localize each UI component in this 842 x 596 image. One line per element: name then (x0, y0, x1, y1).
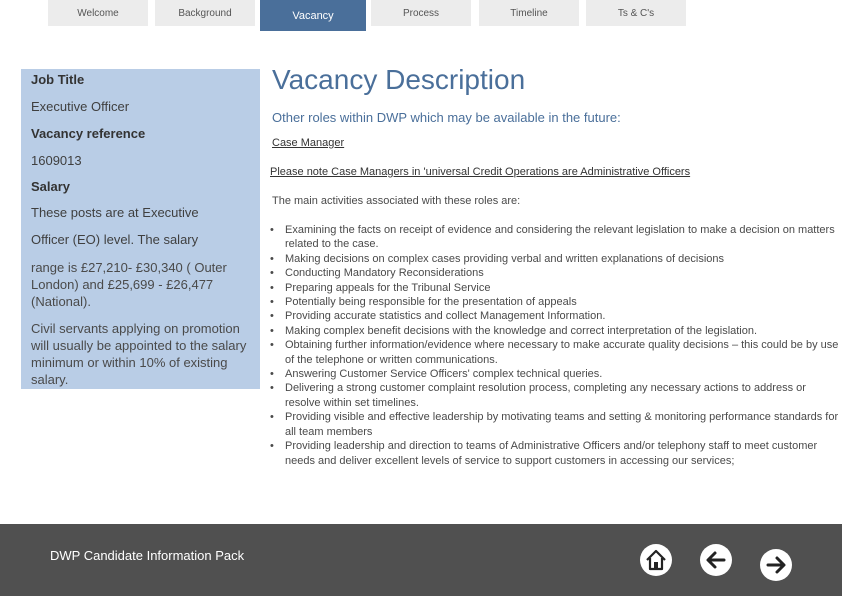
vacancy-reference-label: Vacancy reference (31, 126, 146, 141)
tab-label: Welcome (77, 7, 119, 19)
top-tab-bar (0, 0, 842, 31)
footer-bar (0, 524, 842, 596)
tab-label: Timeline (510, 7, 548, 19)
list-item: • Making complex benefit decisions with the knowledge and correct interpretation of the legislation. (270, 324, 840, 338)
tab-ts-and-cs[interactable] (586, 0, 686, 26)
home-icon (643, 547, 669, 573)
back-arrow-icon (703, 547, 729, 573)
tab-background[interactable] (155, 0, 255, 26)
case-manager-note: Please note Case Managers in 'universal Credit Operations are Administrative Officers (270, 166, 691, 178)
tab-process[interactable] (371, 0, 471, 26)
tab-label: Vacancy (292, 9, 334, 22)
case-manager-heading: Case Manager (272, 137, 345, 149)
list-item: • Examining the facts on receipt of evidence and considering the relevant legislation to make a decision on matters related to the case. (270, 223, 840, 252)
list-item: • Obtaining further information/evidence where necessary to make accurate quality decisions – this could be by use of the telephone or written communications. (270, 338, 840, 367)
salary-label: Salary (31, 179, 71, 194)
list-item: • Answering Customer Service Officers' complex technical queries. (270, 367, 840, 381)
list-item: • Providing leadership and direction to teams of Administrative Officers and/or telephony staff to meet customer needs and deliver excellent levels of service to support customers in accessing our services; (270, 439, 840, 468)
job-title-value: Executive Officer (31, 99, 130, 114)
list-item: • Providing visible and effective leadership by motivating teams and setting & monitoring performance standards for all team members (270, 410, 840, 439)
tab-label: Ts & C's (617, 7, 655, 19)
list-item: • Potentially being responsible for the presentation of appeals (270, 295, 840, 309)
home-button[interactable] (640, 544, 672, 576)
forward-arrow-icon (763, 552, 789, 578)
salary-text-line2: Officer (EO) level. The salary (31, 232, 199, 247)
tab-vacancy[interactable] (260, 0, 366, 31)
tab-label: Background (178, 7, 232, 19)
tab-welcome[interactable] (48, 0, 148, 26)
job-title-label: Job Title (31, 72, 85, 87)
job-info-panel (21, 69, 260, 389)
footer-title: DWP Candidate Information Pack (50, 548, 245, 563)
list-item: • Preparing appeals for the Tribunal Service (270, 281, 840, 295)
salary-text-line1: These posts are at Executive (31, 205, 199, 220)
page-subtitle: Other roles within DWP which may be available in the future: (272, 110, 621, 125)
forward-button[interactable] (760, 549, 792, 581)
back-button[interactable] (700, 544, 732, 576)
tab-label: Process (402, 7, 440, 19)
promotion-note: Civil servants applying on promotion will usually be appointed to the salary minimum or within 10% of existing salary. (31, 321, 247, 387)
list-item: • Delivering a strong customer complaint resolution process, completing any necessary actions to address or resolve within set timelines. (270, 381, 840, 410)
vacancy-reference-value: 1609013 (31, 153, 82, 168)
salary-range-text: range is £27,210- £30,340 ( Outer London) and £25,699 - £26,477 (National). (31, 260, 227, 309)
list-item: • Conducting Mandatory Reconsiderations (270, 266, 840, 280)
tab-timeline[interactable] (479, 0, 579, 26)
list-item: • Providing accurate statistics and collect Management Information. (270, 309, 840, 323)
list-item: • Making decisions on complex cases providing verbal and written explanations of decisions (270, 252, 840, 266)
activities-intro: The main activities associated with these roles are: (272, 195, 521, 207)
page-title: Vacancy Description (272, 64, 526, 95)
activities-list (270, 223, 840, 468)
